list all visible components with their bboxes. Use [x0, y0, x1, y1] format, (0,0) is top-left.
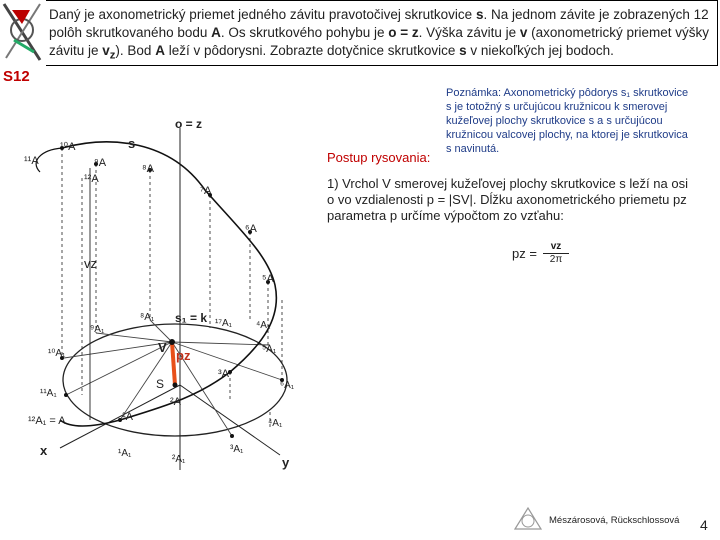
- step-1-text: 1) Vrchol V smerovej kužeľovej plochy skrutkovice s leží na osi o vo vzdialenosti p = |SV|. Dĺžku axonometrického priemetu pz parametra p určíme výpočtom zo vzťahu:: [327, 176, 688, 223]
- point-label: ⁶A: [245, 223, 257, 235]
- point-label: ²A: [170, 396, 181, 408]
- center-label: S: [156, 377, 165, 391]
- point-label: ¹A₁: [118, 448, 132, 459]
- point-label: ¹⁰A: [60, 141, 76, 153]
- point-label: ⁵A: [262, 273, 274, 285]
- point-label: ¹¹A: [24, 155, 39, 167]
- point-label: ⁸A₁: [140, 312, 155, 323]
- pz-label: pz: [176, 348, 191, 363]
- point-label: ⁶A₁: [280, 380, 295, 391]
- point-label: ⁵A₁: [262, 344, 277, 355]
- task-text: Daný je axonometrický priemet jedného závitu pravotočivej skrutkovice s. Na jednom závite je zobrazených 12 polôh skrutkovaného bodu A. Os skrutkového pohybu je o = z. Výška závitu je v (axonometrický priemet výšky závitu je $v_z$). Bod A leží v pôdorysni. Zobrazte dotyčnice skrutkovice s v niekoľkých jej bodoch.: [49, 7, 709, 62]
- point-label: ⁹A₁: [90, 324, 105, 335]
- x-axis-label: x: [40, 443, 48, 458]
- point-label: ⁷A: [200, 185, 212, 197]
- slide-badge: S12: [3, 68, 30, 85]
- page-number: 4: [700, 517, 708, 533]
- note-text: Poznámka: Axonometrický pôdorys s₁ skrutkovice s je totožný s určujúcou kružnicou k smerovej kužeľovej plochy skrutkovice s a s určujúcou kružnicou valcovej plochy, na ktorej je skrutkovica s navinutá.: [446, 87, 689, 155]
- footer-authors: Mészárosová, Rückschlossová: [549, 515, 680, 526]
- point-label: ⁸A: [142, 163, 154, 175]
- point-label: ⁴A₁: [268, 418, 283, 429]
- point-label: ⁹A: [94, 157, 107, 169]
- point-label: ¹A: [122, 411, 133, 423]
- vertex-label: V: [158, 340, 167, 355]
- point-label: ²A₁: [172, 454, 186, 465]
- s1-k-label: s₁ = k: [175, 311, 207, 325]
- formula-lhs: pz =: [512, 246, 537, 261]
- point-label: ³A: [218, 368, 229, 380]
- point-label: ¹²A₁ = A: [28, 415, 66, 427]
- vz-label: vz: [84, 256, 97, 271]
- curve-label: s: [128, 136, 136, 151]
- point-label: ¹⁰A₁: [48, 348, 66, 359]
- footer-logo-icon: [513, 505, 543, 533]
- point-label: ¹⁷A₁: [215, 318, 232, 329]
- point-label: ¹²A: [84, 173, 99, 185]
- y-axis-label: y: [282, 455, 290, 470]
- axis-label: o = z: [175, 117, 203, 131]
- steps-title: Postup rysovania:: [327, 150, 431, 165]
- formula-fraction: vz 2π: [543, 241, 569, 266]
- point-label: ¹¹A₁: [40, 388, 57, 399]
- point-label: ³A₁: [230, 444, 244, 455]
- point-label: ⁴A₁: [256, 320, 271, 331]
